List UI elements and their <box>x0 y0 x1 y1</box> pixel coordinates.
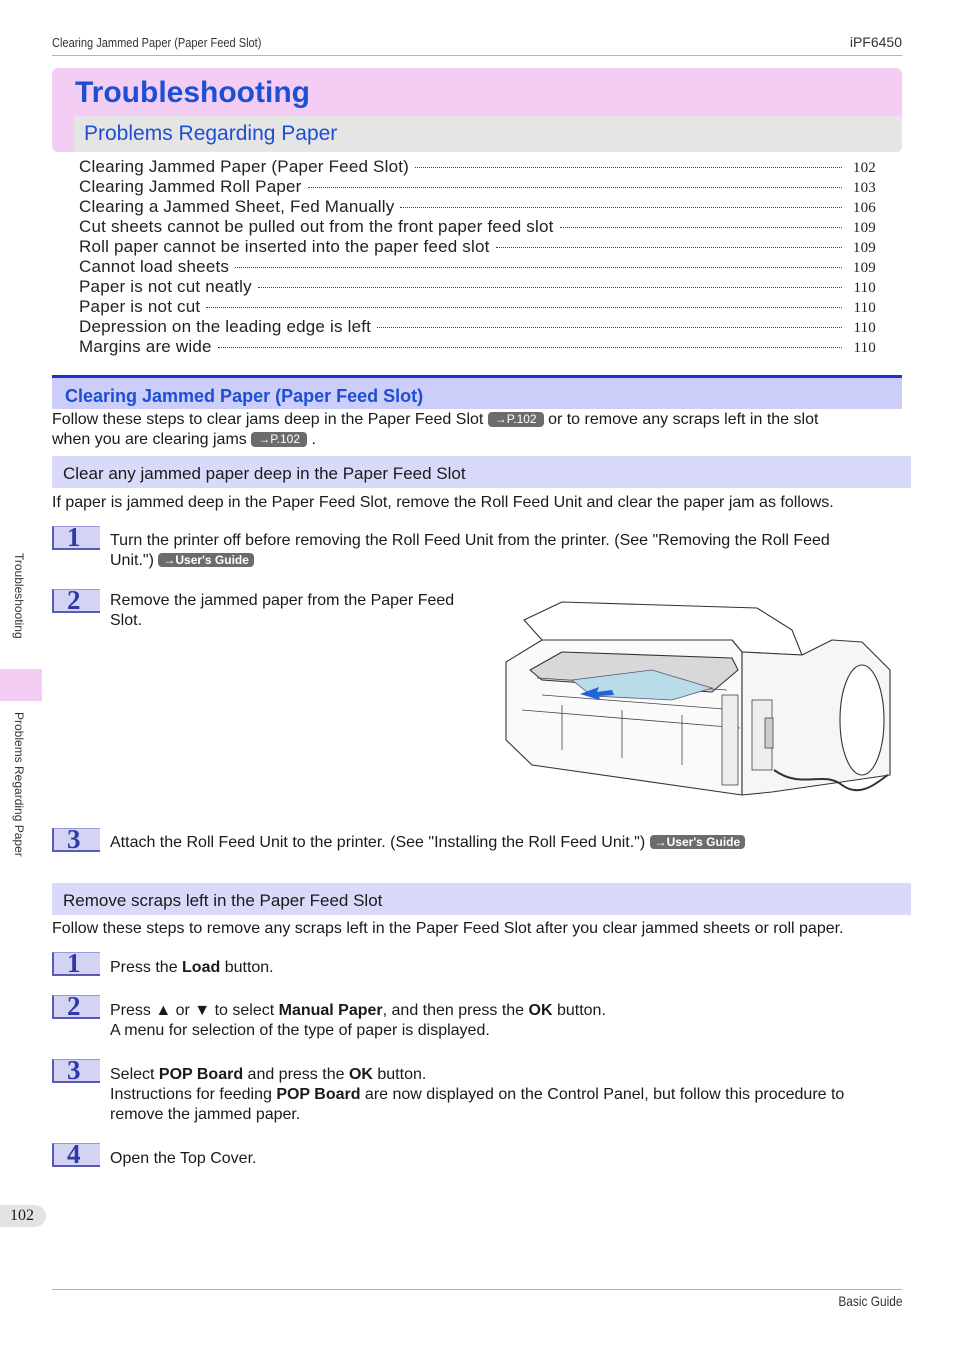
topic-intro-text: when you are clearing jams <box>52 431 247 448</box>
toc-entry[interactable] <box>79 297 876 317</box>
step-number-badge <box>52 522 100 552</box>
topic-intro <box>52 410 902 450</box>
button-name: OK <box>348 1066 373 1083</box>
toc-entry-page: 110 <box>853 280 876 296</box>
section-toc <box>79 157 876 357</box>
step-text-line: button. <box>552 1002 606 1019</box>
step-number: 2 <box>67 991 81 1021</box>
step-text-line: Unit.") <box>110 552 154 569</box>
button-name: Load <box>182 959 221 976</box>
footer-guide-name: Basic Guide <box>837 1293 902 1309</box>
topic-intro-text: Follow these steps to clear jams deep in the Paper Feed Slot <box>52 411 484 428</box>
toc-entry[interactable] <box>79 237 876 257</box>
step-text-line: Press ▲ or ▼ to select <box>110 1002 279 1019</box>
subheading-title: Remove scraps left in the Paper Feed Slot <box>63 891 383 910</box>
step-text-line: button. <box>372 1066 427 1083</box>
topic-intro-text: or to remove any scraps left in the slot <box>548 411 819 428</box>
toc-entry-label: Clearing Jammed Paper (Paper Feed Slot) <box>79 157 410 176</box>
menu-item-name: Manual Paper <box>278 1002 383 1019</box>
step-number-badge <box>52 948 100 978</box>
section-title: Problems Regarding Paper <box>84 122 338 145</box>
page-link-p102[interactable]: →P.102 <box>251 432 307 447</box>
step-text-line: Open the Top Cover. <box>110 1150 257 1167</box>
running-header <box>52 34 902 56</box>
step-text-line: and press the <box>243 1066 349 1083</box>
toc-leader <box>415 167 842 168</box>
toc-entry[interactable] <box>79 217 876 237</box>
toc-entry-label: Depression on the leading edge is left <box>79 317 372 336</box>
step-text-line: are now displayed on the Control Panel, but follow this procedure to <box>360 1086 845 1103</box>
running-header-title: Clearing Jammed Paper (Paper Feed Slot) <box>52 35 262 50</box>
step-text-line: Remove the jammed paper from the Paper Feed <box>110 592 455 609</box>
toc-entry-label: Cut sheets cannot be pulled out from the front paper feed slot <box>79 217 554 236</box>
toc-leader <box>560 227 842 228</box>
toc-entry-page: 109 <box>852 260 876 276</box>
sub1-intro: If paper is jammed deep in the Paper Feed Slot, remove the Roll Feed Unit and clear the paper jam as follows. <box>52 494 834 511</box>
toc-leader <box>308 187 842 188</box>
toc-entry[interactable] <box>79 317 876 337</box>
subheading-bar <box>52 456 911 488</box>
toc-entry-page: 110 <box>853 340 876 356</box>
toc-entry[interactable] <box>79 257 876 277</box>
toc-entry-page: 110 <box>853 320 876 336</box>
toc-entry-label: Paper is not cut neatly <box>79 277 252 296</box>
toc-entry-label: Clearing Jammed Roll Paper <box>79 177 302 196</box>
menu-item-name: POP Board <box>158 1066 244 1083</box>
toc-entry-page: 106 <box>852 200 876 216</box>
toc-leader <box>258 287 842 288</box>
step-text-line: Instructions for feeding <box>110 1086 277 1103</box>
toc-leader <box>400 207 842 208</box>
toc-entry-label: Paper is not cut <box>79 297 201 316</box>
topic-intro-text: . <box>311 431 316 448</box>
step-text <box>110 531 890 571</box>
step-text-line: , and then press the <box>382 1002 529 1019</box>
step-number: 2 <box>67 585 81 615</box>
step-text-line: Select <box>110 1066 159 1083</box>
step-text <box>110 1149 890 1169</box>
toc-entry-page: 102 <box>852 160 876 176</box>
step-text <box>110 1065 900 1125</box>
toc-entry[interactable] <box>79 177 876 197</box>
step-text-line: Attach the Roll Feed Unit to the printer. (See "Installing the Roll Feed Unit.") <box>110 834 646 851</box>
page-link-p102[interactable]: →P.102 <box>488 412 544 427</box>
step-number: 3 <box>67 1055 81 1085</box>
step-text-line: remove the jammed paper. <box>110 1106 301 1123</box>
users-guide-link[interactable]: →User's Guide <box>158 553 254 567</box>
toc-entry-label: Margins are wide <box>79 337 212 356</box>
sub2-intro: Follow these steps to remove any scraps left in the Paper Feed Slot after you clear jammed sheets or roll paper. <box>52 920 844 937</box>
subheading-title: Clear any jammed paper deep in the Paper Feed Slot <box>63 464 466 483</box>
toc-entry[interactable] <box>79 197 876 217</box>
step-number-badge <box>52 824 100 854</box>
toc-entry-page: 109 <box>852 220 876 236</box>
toc-entry[interactable] <box>79 157 876 177</box>
step-number-badge <box>52 1055 100 1085</box>
running-header-model: iPF6450 <box>849 34 902 50</box>
topic-heading-bar <box>52 375 902 409</box>
toc-entry-label: Cannot load sheets <box>79 257 230 276</box>
step-text-line: Turn the printer off before removing the Roll Feed Unit from the printer. (See "Removing the Roll Feed <box>110 532 830 549</box>
toc-entry-page: 109 <box>852 240 876 256</box>
side-tab-problems-regarding-paper[interactable]: Problems Regarding Paper <box>12 712 26 857</box>
toc-entry-page: 110 <box>853 300 876 316</box>
step-text <box>110 958 890 978</box>
toc-entry[interactable] <box>79 277 876 297</box>
menu-item-name: POP Board <box>276 1086 361 1103</box>
button-name: OK <box>528 1002 553 1019</box>
step-number: 3 <box>67 824 81 854</box>
step-text <box>110 833 890 853</box>
toc-leader <box>218 347 842 348</box>
side-tab-marker <box>0 669 42 701</box>
step-number-badge <box>52 991 100 1021</box>
step-text-line: button. <box>220 959 274 976</box>
toc-leader <box>235 267 842 268</box>
toc-leader <box>496 247 842 248</box>
side-tab-troubleshooting[interactable]: Troubleshooting <box>12 553 26 639</box>
page-number: 102 <box>0 1205 46 1227</box>
printer-illustration <box>502 600 892 798</box>
step-text-line: Press the <box>110 959 183 976</box>
toc-entry-label: Clearing a Jammed Sheet, Fed Manually <box>79 197 395 216</box>
toc-entry-label: Roll paper cannot be inserted into the paper feed slot <box>79 237 490 256</box>
step-number: 1 <box>67 948 81 978</box>
step-text-line: Slot. <box>110 612 143 629</box>
toc-leader <box>206 307 842 308</box>
topic-title: Clearing Jammed Paper (Paper Feed Slot) <box>65 386 424 406</box>
users-guide-link[interactable]: →User's Guide <box>650 835 746 849</box>
chapter-title: Troubleshooting <box>75 76 310 109</box>
subheading-bar <box>52 883 911 915</box>
toc-entry[interactable] <box>79 337 876 357</box>
step-number: 4 <box>67 1139 81 1169</box>
toc-leader <box>377 327 842 328</box>
step-number: 1 <box>67 522 81 552</box>
step-text <box>110 1001 890 1041</box>
toc-entry-page: 103 <box>852 180 876 196</box>
step-number-badge <box>52 1139 100 1169</box>
step-text-line: A menu for selection of the type of paper is displayed. <box>110 1022 490 1039</box>
step-number-badge <box>52 585 100 615</box>
step-text <box>110 591 490 631</box>
footer-rule <box>52 1289 902 1290</box>
